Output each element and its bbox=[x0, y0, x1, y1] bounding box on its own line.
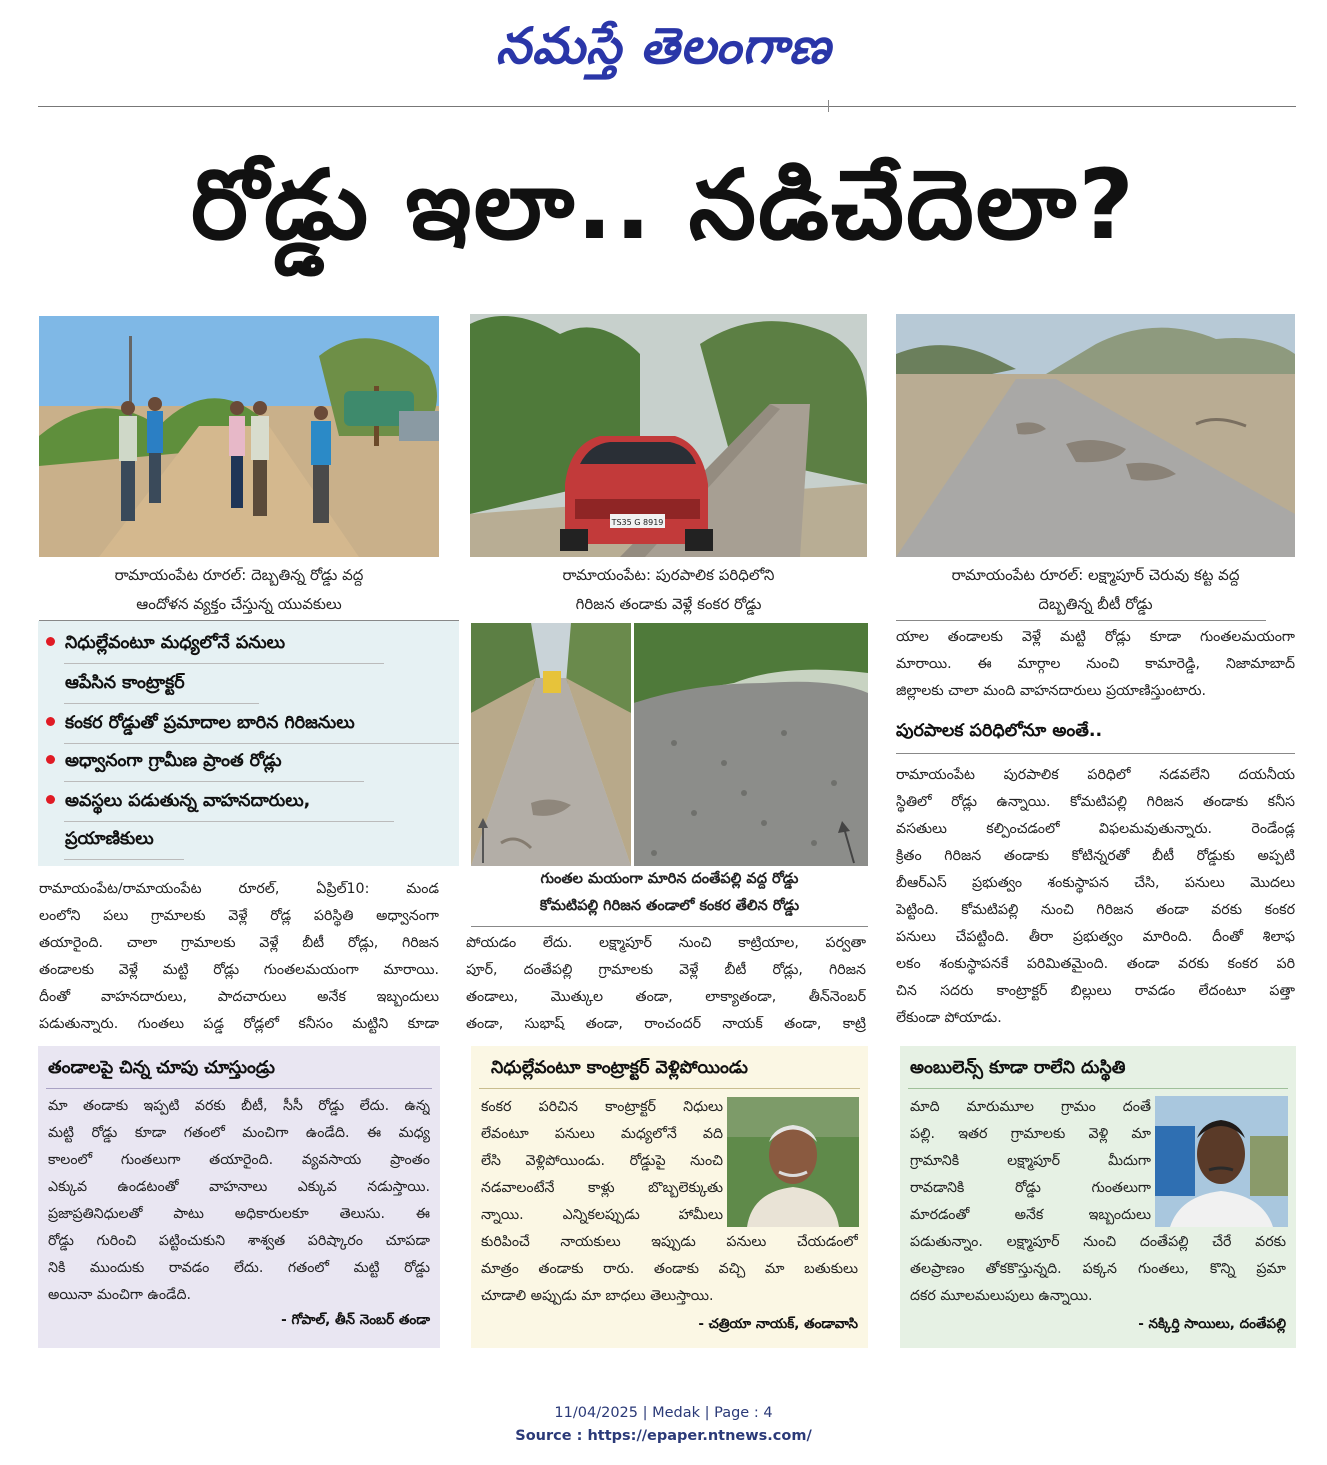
article-body-col1: రామాయంపేట/రామాయంపేట రూరల్, ఏప్రిల్10: మండ లంలోని పలు గ్రామాలకు వెళ్లే రోడ్ల పరిస్థితి అధ్వానంగా తయారైంది. చాలా గ్రామాలకు వెళ్లే బీటీ రోడ్లు, గిరిజన తండాలకు వెళ్లే మట్టి రోడ్లు గుంతలమయంగా మారాయి. దీంతో వాహనదారులు, పాదచారులు అనేక ఇబ్బందులు పడుతున్నారు. గుంతలు పడ్డ రోడ్లలో కనీసం మట్టిని కూడా bbox=[39, 881, 439, 1032]
photo-damaged-bt-road bbox=[896, 314, 1295, 557]
quote-box-gopal bbox=[38, 1046, 440, 1348]
portrait-nakkirthi bbox=[1155, 1096, 1288, 1227]
car-shape bbox=[560, 436, 713, 551]
photo-caption-left: రామాయంపేట రూరల్: దెబ్బతిన్న రోడ్డు వద్ద ఆందోళన వ్యక్తం చేస్తున్న యువకులు bbox=[114, 566, 364, 613]
photo-caption-middle: రామాయంపేట: పురపాలిక పరిధిలోని గిరిజన తండాకు వెళ్లే కంకర రోడ్డు bbox=[562, 566, 775, 613]
article-body-col2: పోయడం లేదు. లక్ష్మాపూర్ నుంచి కాట్రియాల, పర్వతా పూర్, దంతేపల్లి గ్రామాలకు వెళ్లే బీటీ రోడ్లు, గిరిజన తండాలు, మొత్కుల తండా, లాక్యాతండా, తీన్‌నెంబర్ తండా, సుభాష్ తండా, రాంచందర్ నాయక్ తండా, కాట్రి bbox=[466, 935, 866, 1032]
quote-box-body-continued: పడుతున్నాం. లక్ష్మాపూర్ నుంచి దంతేపల్లి చేరే వరకు తలప్రాణం తోకకొస్తున్నది. పక్కన గుంతలు, కొన్ని ప్రమా దకర మూలమలుపులు ఉన్నాయి. bbox=[910, 1234, 1286, 1304]
bullet-dot-icon bbox=[46, 795, 55, 804]
footer-source-link[interactable]: Source : https://epaper.ntnews.com/ bbox=[515, 1428, 812, 1444]
quote-box-body: మా తండాకు ఇప్పటి వరకు బీటీ, సీసీ రోడ్డు లేదు. ఉన్న మట్టి రోడ్డు కూడా గతంలో మంచిగా ఉండేది. ఈ మధ్య కాలంలో గుంతలుగా తయారైంది. వ్యవసాయ ప్రాంతం ఎక్కువ ఉండటంతో వాహనాలు ఎక్కువ నడుస్తాయి. ప్రజాప్రతినిధులతో పాటు అధికారులకూ తెలుసు. ఈ రోడ్డు గురించి పట్టించుకుని శాశ్వత పరిష్కారం చూపడా నికి ముందుకు రావడం లేదు. గతంలో మట్టి రోడ్డు అయినా మంచిగా ఉండేది. bbox=[48, 1098, 430, 1303]
page-headline: రోడ్డు ఇలా.. నడిచేదెలా? bbox=[191, 149, 1136, 261]
car-license-plate: TS35 G 8919 bbox=[611, 518, 664, 527]
highlight-item: కంకర రోడ్డుతో ప్రమాదాల బారిన గిరిజనులు bbox=[38, 704, 355, 742]
masthead-divider-tick bbox=[828, 100, 829, 112]
highlights-box bbox=[38, 621, 459, 866]
highlight-item: అధ్వానంగా గ్రామీణ ప్రాంత రోడ్లు bbox=[38, 742, 282, 780]
quote-box-signature: - చత్రియా నాయక్, తండావాసి bbox=[698, 1316, 858, 1332]
quote-box-body-continued: కురిపించే నాయకులు ఇప్పుడు పనులు చేయడంలో మాత్రం తండాకు రారు. తండాకు వచ్చి మా బతుకులు చూడాలి అప్పుడు మా బాధలు తెలుస్తాయి. bbox=[481, 1234, 858, 1304]
bullet-dot-icon bbox=[46, 637, 55, 646]
quote-box-body: కంకర పరిచిన కాంట్రాక్టర్ నిధులు లేవంటూ పనులు మధ్యలోనే వది లేసి వెళ్లిపోయిండు. రోడ్డుపై నుంచి నడవాలంటేనే కాళ్లు బొబ్బలెక్కుతు న్నాయి. ఎన్నికలప్పుడు హామీలు bbox=[481, 1099, 723, 1223]
quote-box-body: మాది మారుమూల గ్రామం దంతే పల్లి. ఇతర గ్రామాలకు వెళ్లి మా గ్రామానికి లక్ష్మాపూర్ మీదుగా రావడానికి రోడ్డు గుంతలుగా మారడంతో అనేక ఇబ్బందులు bbox=[910, 1099, 1151, 1223]
subheading-divider bbox=[896, 753, 1295, 754]
photo-potholed-road bbox=[471, 623, 631, 866]
masthead-logo: నమస్తే తెలంగాణ bbox=[495, 16, 832, 75]
highlight-item-continued: ప్రయాణికులు bbox=[65, 829, 154, 849]
masthead-divider bbox=[38, 106, 1296, 107]
footer-date-edition: 11/04/2025 | Medak | Page : 4 bbox=[554, 1405, 773, 1421]
quote-box-signature: - గోపాల్, తీన్ నెంబర్ తండా bbox=[281, 1312, 430, 1328]
bullet-dot-icon bbox=[46, 717, 55, 726]
quote-box-chatriya bbox=[471, 1046, 868, 1348]
caption-divider-right bbox=[896, 620, 1266, 621]
highlight-divider bbox=[64, 859, 184, 860]
photo-youth-protest bbox=[39, 316, 439, 557]
portrait-chatriya bbox=[727, 1097, 859, 1227]
photo-pair-caption: గుంతల మయంగా మారిన దంతేపల్లి వద్ద రోడ్డు కోమటిపల్లి గిరిజన తండాలో కంకర తేలిన రోడ్డు bbox=[539, 871, 800, 914]
pair-caption-divider bbox=[471, 926, 868, 927]
quote-box-nakkirthi bbox=[900, 1046, 1296, 1348]
quote-box-signature: - నక్కిర్తి సాయిలు, దంతేపల్లి bbox=[1138, 1316, 1286, 1332]
article-body-col3: రామాయంపేట పురపాలిక పరిధిలో నడవలేని దయనీయ స్థితిలో రోడ్లు ఉన్నాయి. కోమటిపల్లి గిరిజన తండాకు కనీస వసతులు కల్పించడంలో విఫలమవుతున్నారు. రెండేండ్ల క్రితం గిరిజన తండాకు కోటిన్నరతో బీటీ రోడ్డుకు అప్పటి బీఆర్‌ఎస్ ప్రభుత్వం శంకుస్థాపన చేసి, పనులు మొదలు పెట్టింది. కోమటిపల్లి నుంచి గిరిజన తండా వరకు కంకర పనులు చేపట్టింది. తీరా ప్రభుత్వం మారింది. దీంతో శిలాఫ లకం శంకుస్థాపనకే పరిమితమైంది. తండా వరకు కంకర పరి చిన సదరు కాంట్రాక్టర్ బిల్లులు రావడం లేదంటూ పత్తా లేకుండా పోయాడు. bbox=[896, 767, 1295, 1026]
photo-gravel-road-car bbox=[470, 314, 867, 557]
photo-caption-right: రామాయంపేట రూరల్: లక్ష్మాపూర్ చెరువు కట్ట వద్ద దెబ్బతిన్న బీటీ రోడ్డు bbox=[951, 566, 1240, 613]
highlight-item: అవస్థలు పడుతున్న వాహనదారులు, bbox=[38, 782, 310, 820]
quote-box-title: తండాలపై చిన్న చూపు చూస్తుండ్రు bbox=[48, 1058, 275, 1078]
quote-box-title: నిధుల్లేవంటూ కాంట్రాక్టర్ వెళ్లిపోయిండు bbox=[491, 1058, 748, 1078]
bullet-dot-icon bbox=[46, 755, 55, 764]
article-body-col3-top: యాల తండాలకు వెళ్లే మట్టి రోడ్లు కూడా గుంతలమయంగా మారాయి. ఈ మార్గాల నుంచి కామారెడ్డి, నిజామాబాద్ జిల్లాలకు చాలా మంది వాహనదారులు ప్రయాణిస్తుంటారు. bbox=[896, 629, 1295, 699]
highlight-item-continued: ఆపేసిన కాంట్రాక్టర్ bbox=[65, 673, 185, 693]
article-subheading: పురపాలక పరిధిలోనూ అంతే.. bbox=[896, 721, 1103, 741]
photo-gravel-road-tanda bbox=[634, 623, 868, 866]
highlight-item: నిధుల్లేవంటూ మధ్యలోనే పనులు bbox=[38, 624, 285, 662]
quote-box-title: అంబులెన్స్ కూడా రాలేని దుస్థితి bbox=[910, 1058, 1126, 1078]
